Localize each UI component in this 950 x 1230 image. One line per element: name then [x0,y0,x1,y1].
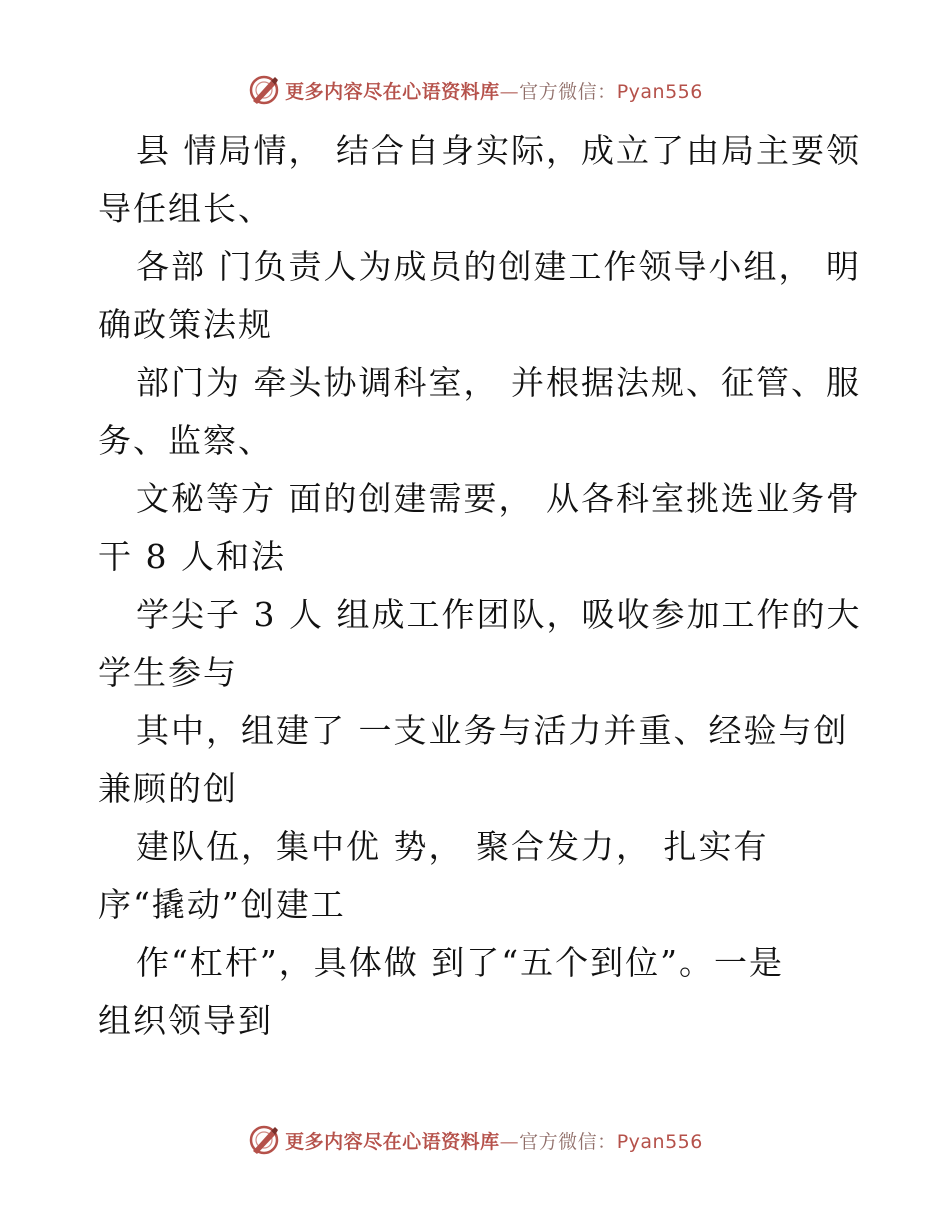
header-banner [0,70,950,110]
text-line: 序“撬动”创建工 [98,885,346,924]
text-line: 组织领导到 [98,1001,273,1040]
footer-banner-text [285,1127,703,1154]
text-line: 部门为 牵头协调科室， 并根据法规、征管、服 [136,363,861,402]
header-wechat-label: 官方微信： [519,80,617,103]
footer-banner [0,1120,950,1160]
text-line: 学尖子 3 人 组成工作团队，吸收参加工作的大 [136,595,862,634]
header-banner-text [285,77,703,104]
footer-wechat-label: 官方微信： [519,1130,617,1153]
footer-brand-text: 更多内容尽在心语资料库 [285,1130,500,1153]
header-wechat-id: Pyan556 [616,80,703,103]
pen-logo-icon [247,1123,281,1157]
document-body [98,122,878,1050]
footer-dash: — [499,1130,520,1153]
text-line: 作“杠杆”，具体做 到了“五个到位”。一是 [136,943,784,982]
text-line: 确政策法规 [98,305,273,344]
footer-wechat-id: Pyan556 [616,1130,703,1153]
header-dash: — [499,80,520,103]
pen-logo-icon [247,73,281,107]
text-line: 干 8 人和法 [98,537,286,576]
text-line: 文秘等方 面的创建需要， 从各科室挑选业务骨 [136,479,861,518]
header-brand-text: 更多内容尽在心语资料库 [285,80,500,103]
text-line: 导任组长、 [98,189,273,228]
text-line: 务、监察、 [98,421,273,460]
text-line: 建队伍，集中优 势， 聚合发力， 扎实有 [136,827,769,866]
text-line: 县 情局情， 结合自身实际，成立了由局主要领 [136,131,861,170]
text-line: 兼顾的创 [98,769,238,808]
text-line: 各部 门负责人为成员的创建工作领导小组， 明 [136,247,861,286]
text-line: 其中，组建了 一支业务与活力并重、经验与创 [136,711,849,750]
text-line: 学生参与 [98,653,238,692]
